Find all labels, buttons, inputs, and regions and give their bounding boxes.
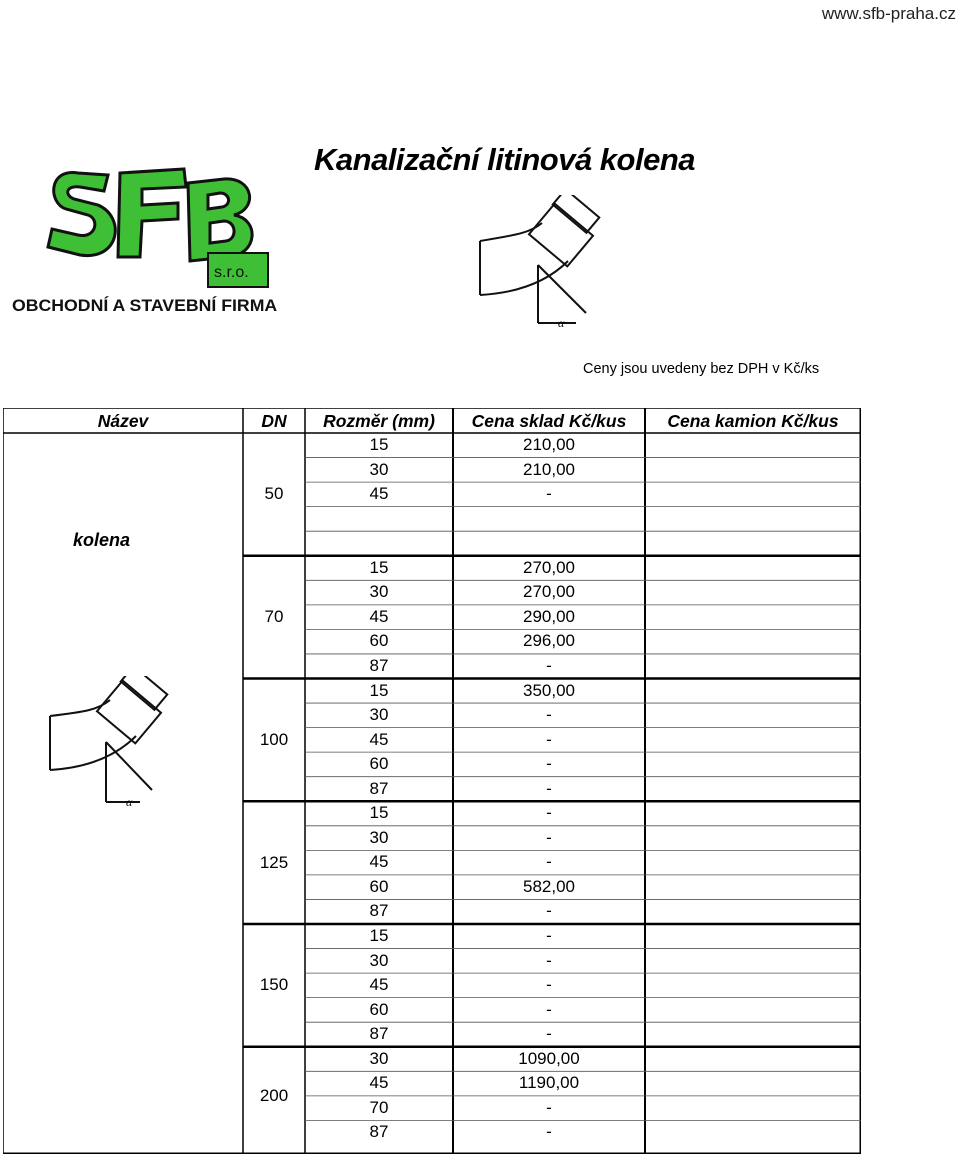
cena-sklad-cell: - [546, 754, 552, 774]
cena-sklad-cell: 210,00 [523, 459, 575, 479]
category-label: kolena [73, 530, 131, 550]
rozmer-cell: 45 [369, 606, 389, 626]
cena-sklad-cell: - [546, 778, 552, 798]
rozmer-cell: 70 [369, 1097, 389, 1117]
svg-text:α: α [126, 795, 133, 809]
rozmer-cell: 30 [369, 1048, 389, 1068]
logo-suffix: s.r.o. [214, 264, 249, 281]
rozmer-cell: 45 [369, 852, 389, 872]
dn-cell: 150 [259, 975, 289, 995]
rozmer-cell: 30 [369, 459, 389, 479]
cena-sklad-cell: 582,00 [523, 876, 575, 896]
cena-sklad-cell: 290,00 [523, 606, 575, 626]
cena-sklad-cell: 1190,00 [518, 1073, 580, 1093]
cena-sklad-cell: - [546, 655, 552, 675]
rozmer-cell: 30 [369, 950, 389, 970]
rozmer-cell: 30 [369, 582, 389, 602]
rozmer-cell: 87 [369, 655, 389, 675]
cena-sklad-cell: - [546, 999, 552, 1019]
page-title: Kanalizační litinová kolena [314, 142, 696, 177]
rozmer-cell: 60 [369, 754, 389, 774]
cena-sklad-cell: 1090,00 [518, 1048, 580, 1068]
cena-sklad-cell [453, 531, 645, 555]
cena-sklad-cell: - [546, 1097, 552, 1117]
cena-sklad-cell [453, 507, 645, 531]
cena-sklad-cell: 350,00 [523, 680, 575, 700]
dn-cell: 50 [264, 484, 284, 504]
rozmer-cell: 30 [369, 705, 389, 725]
rozmer-cell: 30 [369, 827, 389, 847]
rozmer-cell: 87 [369, 901, 389, 921]
header-rozmer: Rozměr (mm) [323, 411, 435, 431]
svg-text:α: α [558, 316, 565, 330]
rozmer-cell: 15 [369, 557, 389, 577]
rozmer-cell: 45 [369, 975, 389, 995]
dn-cell: 125 [259, 852, 289, 872]
rozmer-cell: 45 [369, 729, 389, 749]
rozmer-cell: 60 [369, 631, 389, 651]
rozmer-cell: 15 [369, 680, 389, 700]
cena-sklad-cell: - [546, 852, 552, 872]
cena-sklad-cell: 270,00 [523, 557, 575, 577]
cena-sklad-cell: - [546, 901, 552, 921]
rozmer-cell: 87 [369, 778, 389, 798]
dn-cell: 100 [259, 729, 289, 749]
price-table [3, 408, 861, 1154]
cena-sklad-cell: - [546, 729, 552, 749]
rozmer-cell: 60 [369, 876, 389, 896]
rozmer-cell [305, 531, 453, 555]
rozmer-cell: 45 [369, 484, 389, 504]
cena-sklad-cell: - [546, 484, 552, 504]
rozmer-cell: 45 [369, 1073, 389, 1093]
rozmer-cell: 87 [369, 1024, 389, 1044]
rozmer-cell: 15 [369, 926, 389, 945]
pipe-bend-diagram-icon [476, 195, 616, 335]
header-dn: DN [261, 411, 287, 431]
dn-cell: 70 [264, 607, 284, 627]
cena-sklad-cell: - [546, 926, 552, 945]
rozmer-cell: 87 [369, 1122, 389, 1142]
cena-sklad-cell: 270,00 [523, 582, 575, 602]
cena-sklad-cell: - [546, 827, 552, 847]
cena-sklad-cell: 210,00 [523, 435, 575, 454]
header-cena-sklad: Cena sklad Kč/kus [471, 411, 627, 431]
cena-sklad-cell: - [546, 705, 552, 725]
price-note: Ceny jsou uvedeny bez DPH v Kč/ks [583, 361, 820, 377]
logo-tagline: OBCHODNÍ A STAVEBNÍ FIRMA [12, 296, 278, 315]
dn-cell: 200 [259, 1085, 289, 1105]
cena-sklad-cell: - [546, 1122, 552, 1142]
site-url[interactable]: www.sfb-praha.cz [821, 4, 956, 23]
rozmer-cell: 60 [369, 999, 389, 1019]
rozmer-cell: 15 [369, 803, 389, 823]
header-nazev: Název [97, 411, 149, 431]
rozmer-cell: 15 [369, 435, 389, 454]
cena-sklad-cell: - [546, 975, 552, 995]
cena-sklad-cell: - [546, 803, 552, 823]
cena-sklad-cell: 296,00 [523, 631, 575, 651]
rozmer-cell [305, 507, 453, 531]
header-cena-kamion: Cena kamion Kč/kus [667, 411, 839, 431]
cena-sklad-cell: - [546, 1024, 552, 1044]
cena-sklad-cell: - [546, 950, 552, 970]
